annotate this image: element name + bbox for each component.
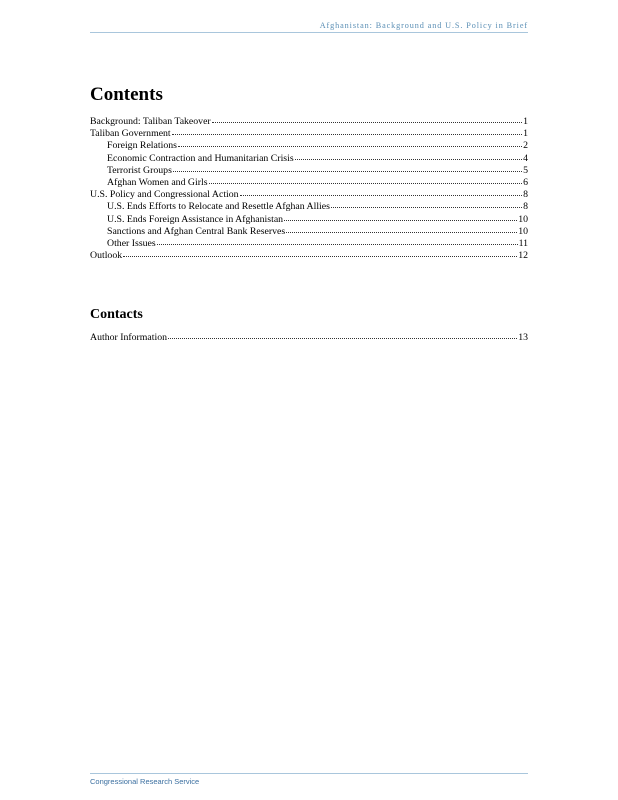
toc-entry-page: 4 — [523, 152, 528, 164]
toc-leader — [168, 330, 517, 339]
toc-leader — [157, 236, 518, 245]
toc-entry-page: 2 — [523, 140, 528, 152]
toc-entry-page: 10 — [518, 225, 528, 237]
toc-leader — [295, 151, 522, 160]
toc-entry-page: 5 — [523, 164, 528, 176]
toc-entry-page: 12 — [518, 250, 528, 262]
toc-leader — [286, 224, 517, 233]
toc-entry-title: U.S. Policy and Congressional Action — [90, 189, 239, 201]
footer-organization: Congressional Research Service — [90, 777, 200, 786]
toc-entry[interactable] — [90, 331, 528, 343]
toc-entry[interactable] — [90, 249, 528, 261]
contents-heading: Contents — [90, 84, 163, 105]
toc-entry-title: U.S. Ends Efforts to Relocate and Resettle Afghan Allies — [107, 201, 330, 213]
toc-list — [90, 115, 528, 261]
footer-rule — [90, 773, 528, 774]
toc-entry-title: Background: Taliban Takeover — [90, 116, 211, 127]
toc-entry-title: Sanctions and Afghan Central Bank Reserves — [107, 225, 286, 237]
toc-entry-page: 6 — [523, 176, 528, 188]
toc-entry-page: 13 — [518, 332, 528, 343]
toc-leader — [284, 212, 517, 221]
toc-entry-page: 11 — [518, 237, 528, 249]
contacts-list — [90, 331, 528, 343]
toc-leader — [212, 114, 522, 123]
toc-entry-title: Author Information — [90, 332, 167, 343]
toc-entry-page: 1 — [523, 128, 528, 140]
toc-leader — [331, 199, 522, 208]
toc-entry-title: Afghan Women and Girls — [107, 176, 208, 188]
toc-leader — [240, 187, 523, 196]
toc-entry-title: Taliban Government — [90, 128, 171, 140]
toc-entry-page: 8 — [523, 189, 528, 201]
toc-entry-title: Outlook — [90, 250, 123, 262]
toc-entry-title: Terrorist Groups — [107, 164, 172, 176]
toc-entry-title: Foreign Relations — [107, 140, 177, 152]
toc-entry-title: U.S. Ends Foreign Assistance in Afghanistan — [107, 213, 284, 225]
header-rule — [90, 32, 528, 33]
toc-leader — [209, 175, 523, 184]
toc-leader — [123, 248, 517, 257]
toc-entry-title: Economic Contraction and Humanitarian Crisis — [107, 152, 294, 164]
toc-leader — [172, 126, 522, 135]
toc-entry-title: Other Issues — [107, 237, 156, 249]
toc-entry-page: 8 — [523, 201, 528, 213]
running-header-title: Afghanistan: Background and U.S. Policy in Brief — [319, 21, 528, 30]
toc-entry-page: 10 — [518, 213, 528, 225]
toc-leader — [173, 163, 522, 172]
toc-entry-page: 1 — [523, 116, 528, 127]
contacts-heading: Contacts — [90, 307, 143, 322]
toc-leader — [178, 138, 522, 147]
